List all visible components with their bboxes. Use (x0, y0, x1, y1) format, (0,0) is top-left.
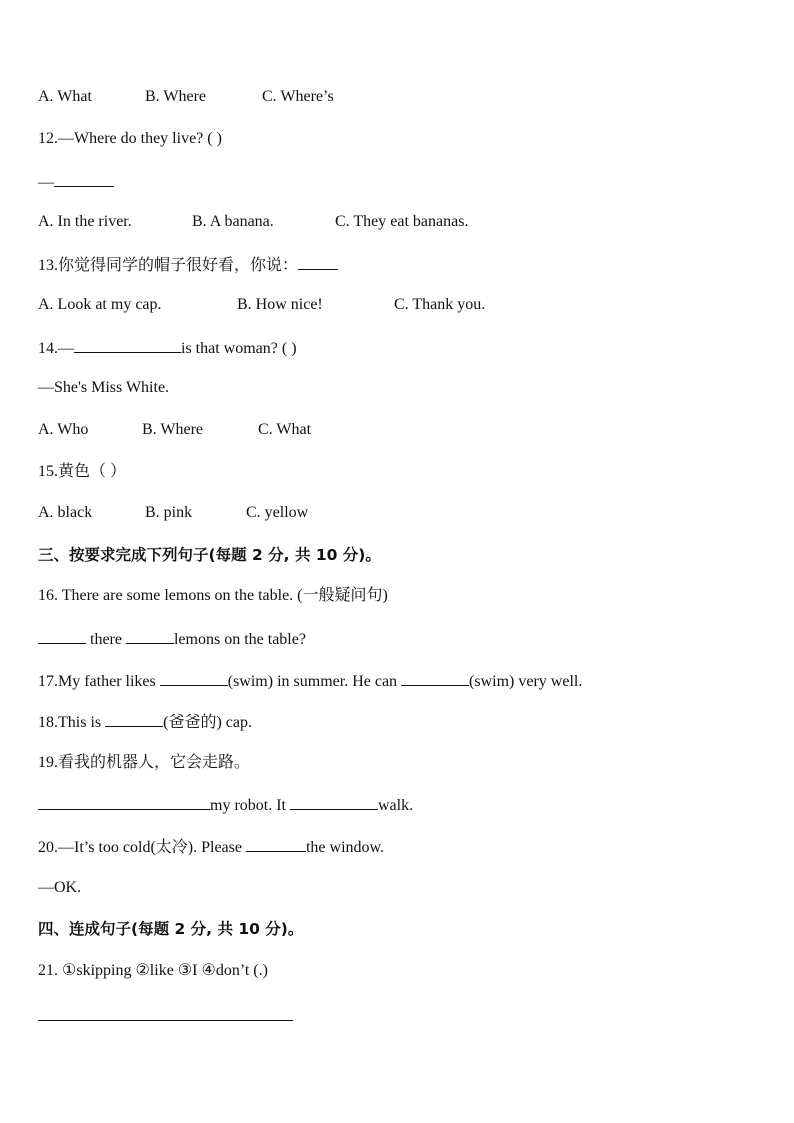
q19-part2: walk. (378, 797, 414, 814)
q13-question (38, 254, 338, 276)
q15-option-c: C. yellow (246, 504, 309, 521)
q20-part1: 20.—It’s too cold(太冷). Please (38, 839, 242, 856)
q17-part1: 17.My father likes (38, 673, 156, 690)
q16-part2: lemons on the table? (173, 631, 306, 648)
q13-options (38, 295, 485, 315)
q17-part2: (swim) in summer. He can (227, 673, 398, 690)
q11-option-b: B. Where (145, 88, 207, 105)
q18-blank[interactable] (105, 711, 163, 727)
q15-options (38, 503, 308, 523)
q13-option-b: B. How nice! (237, 296, 323, 313)
q12-answer-blank[interactable] (54, 171, 114, 187)
q20-part2: the window. (305, 839, 385, 856)
q14-answer-blank[interactable] (74, 337, 181, 353)
q11-option-c: C. Where’s (262, 88, 334, 105)
q20-answer: —OK. (38, 879, 82, 896)
q13-question-text: 13.你觉得同学的帽子很好看，你说： (38, 257, 299, 274)
q21-answer-line[interactable] (38, 1020, 293, 1021)
q20-blank[interactable] (246, 836, 306, 852)
q18-line (38, 711, 252, 733)
q19-blank-2[interactable] (290, 794, 378, 810)
q11-options (38, 87, 334, 107)
q14-option-c: C. What (258, 421, 312, 438)
q21-question: 21. ①skipping ②like ③I ④don’t (.) (38, 962, 268, 979)
q14-option-a: A. Who (38, 421, 89, 438)
q12-options (38, 212, 468, 232)
q19-question: 19.看我的机器人，它会走路。 (38, 754, 251, 771)
q11-option-a: A. What (38, 88, 92, 105)
q17-blank-2[interactable] (401, 670, 469, 686)
q12-answer-line (38, 171, 114, 193)
q16-answer-line (38, 628, 306, 650)
q14-question (38, 337, 297, 359)
q20-line (38, 836, 384, 858)
q12-option-b: B. A banana. (192, 213, 274, 230)
q16-part1: there (90, 631, 122, 648)
q19-part1: my robot. It (210, 797, 286, 814)
section4-heading: 四、连成句子(每题 2 分, 共 10 分)。 (38, 920, 304, 938)
q15-option-a: A. black (38, 504, 93, 521)
q19-blank-1[interactable] (38, 794, 210, 810)
q15-option-b: B. pink (145, 504, 193, 521)
q13-option-a: A. Look at my cap. (38, 296, 162, 313)
q14-option-b: B. Where (142, 421, 204, 438)
section3-heading: 三、按要求完成下列句子(每题 2 分, 共 10 分)。 (38, 546, 381, 564)
q17-blank-1[interactable] (160, 670, 228, 686)
q17-line (38, 670, 582, 692)
q14-prefix: 14.— (38, 340, 74, 357)
q13-option-c: C. Thank you. (394, 296, 486, 313)
q16-blank-2[interactable] (126, 628, 174, 644)
q12-question: 12.—Where do they live? ( ) (38, 130, 222, 147)
q12-answer-dash: — (38, 174, 54, 191)
q12-option-c: C. They eat bananas. (335, 213, 469, 230)
q13-answer-blank[interactable] (298, 254, 338, 270)
q14-options (38, 420, 311, 440)
q12-option-a: A. In the river. (38, 213, 132, 230)
q16-question: 16. There are some lemons on the table. (一般疑问句) (38, 587, 388, 604)
q14-answer: —She's Miss White. (38, 379, 170, 396)
q15-question: 15.黄色（ ） (38, 463, 127, 480)
q14-suffix: is that woman? ( ) (181, 340, 297, 357)
q16-blank-1[interactable] (38, 628, 86, 644)
q18-part1: 18.This is (38, 714, 102, 731)
q19-answer-line (38, 794, 413, 816)
q17-part3: (swim) very well. (469, 673, 583, 690)
q18-part2: (爸爸的) cap. (163, 714, 252, 731)
